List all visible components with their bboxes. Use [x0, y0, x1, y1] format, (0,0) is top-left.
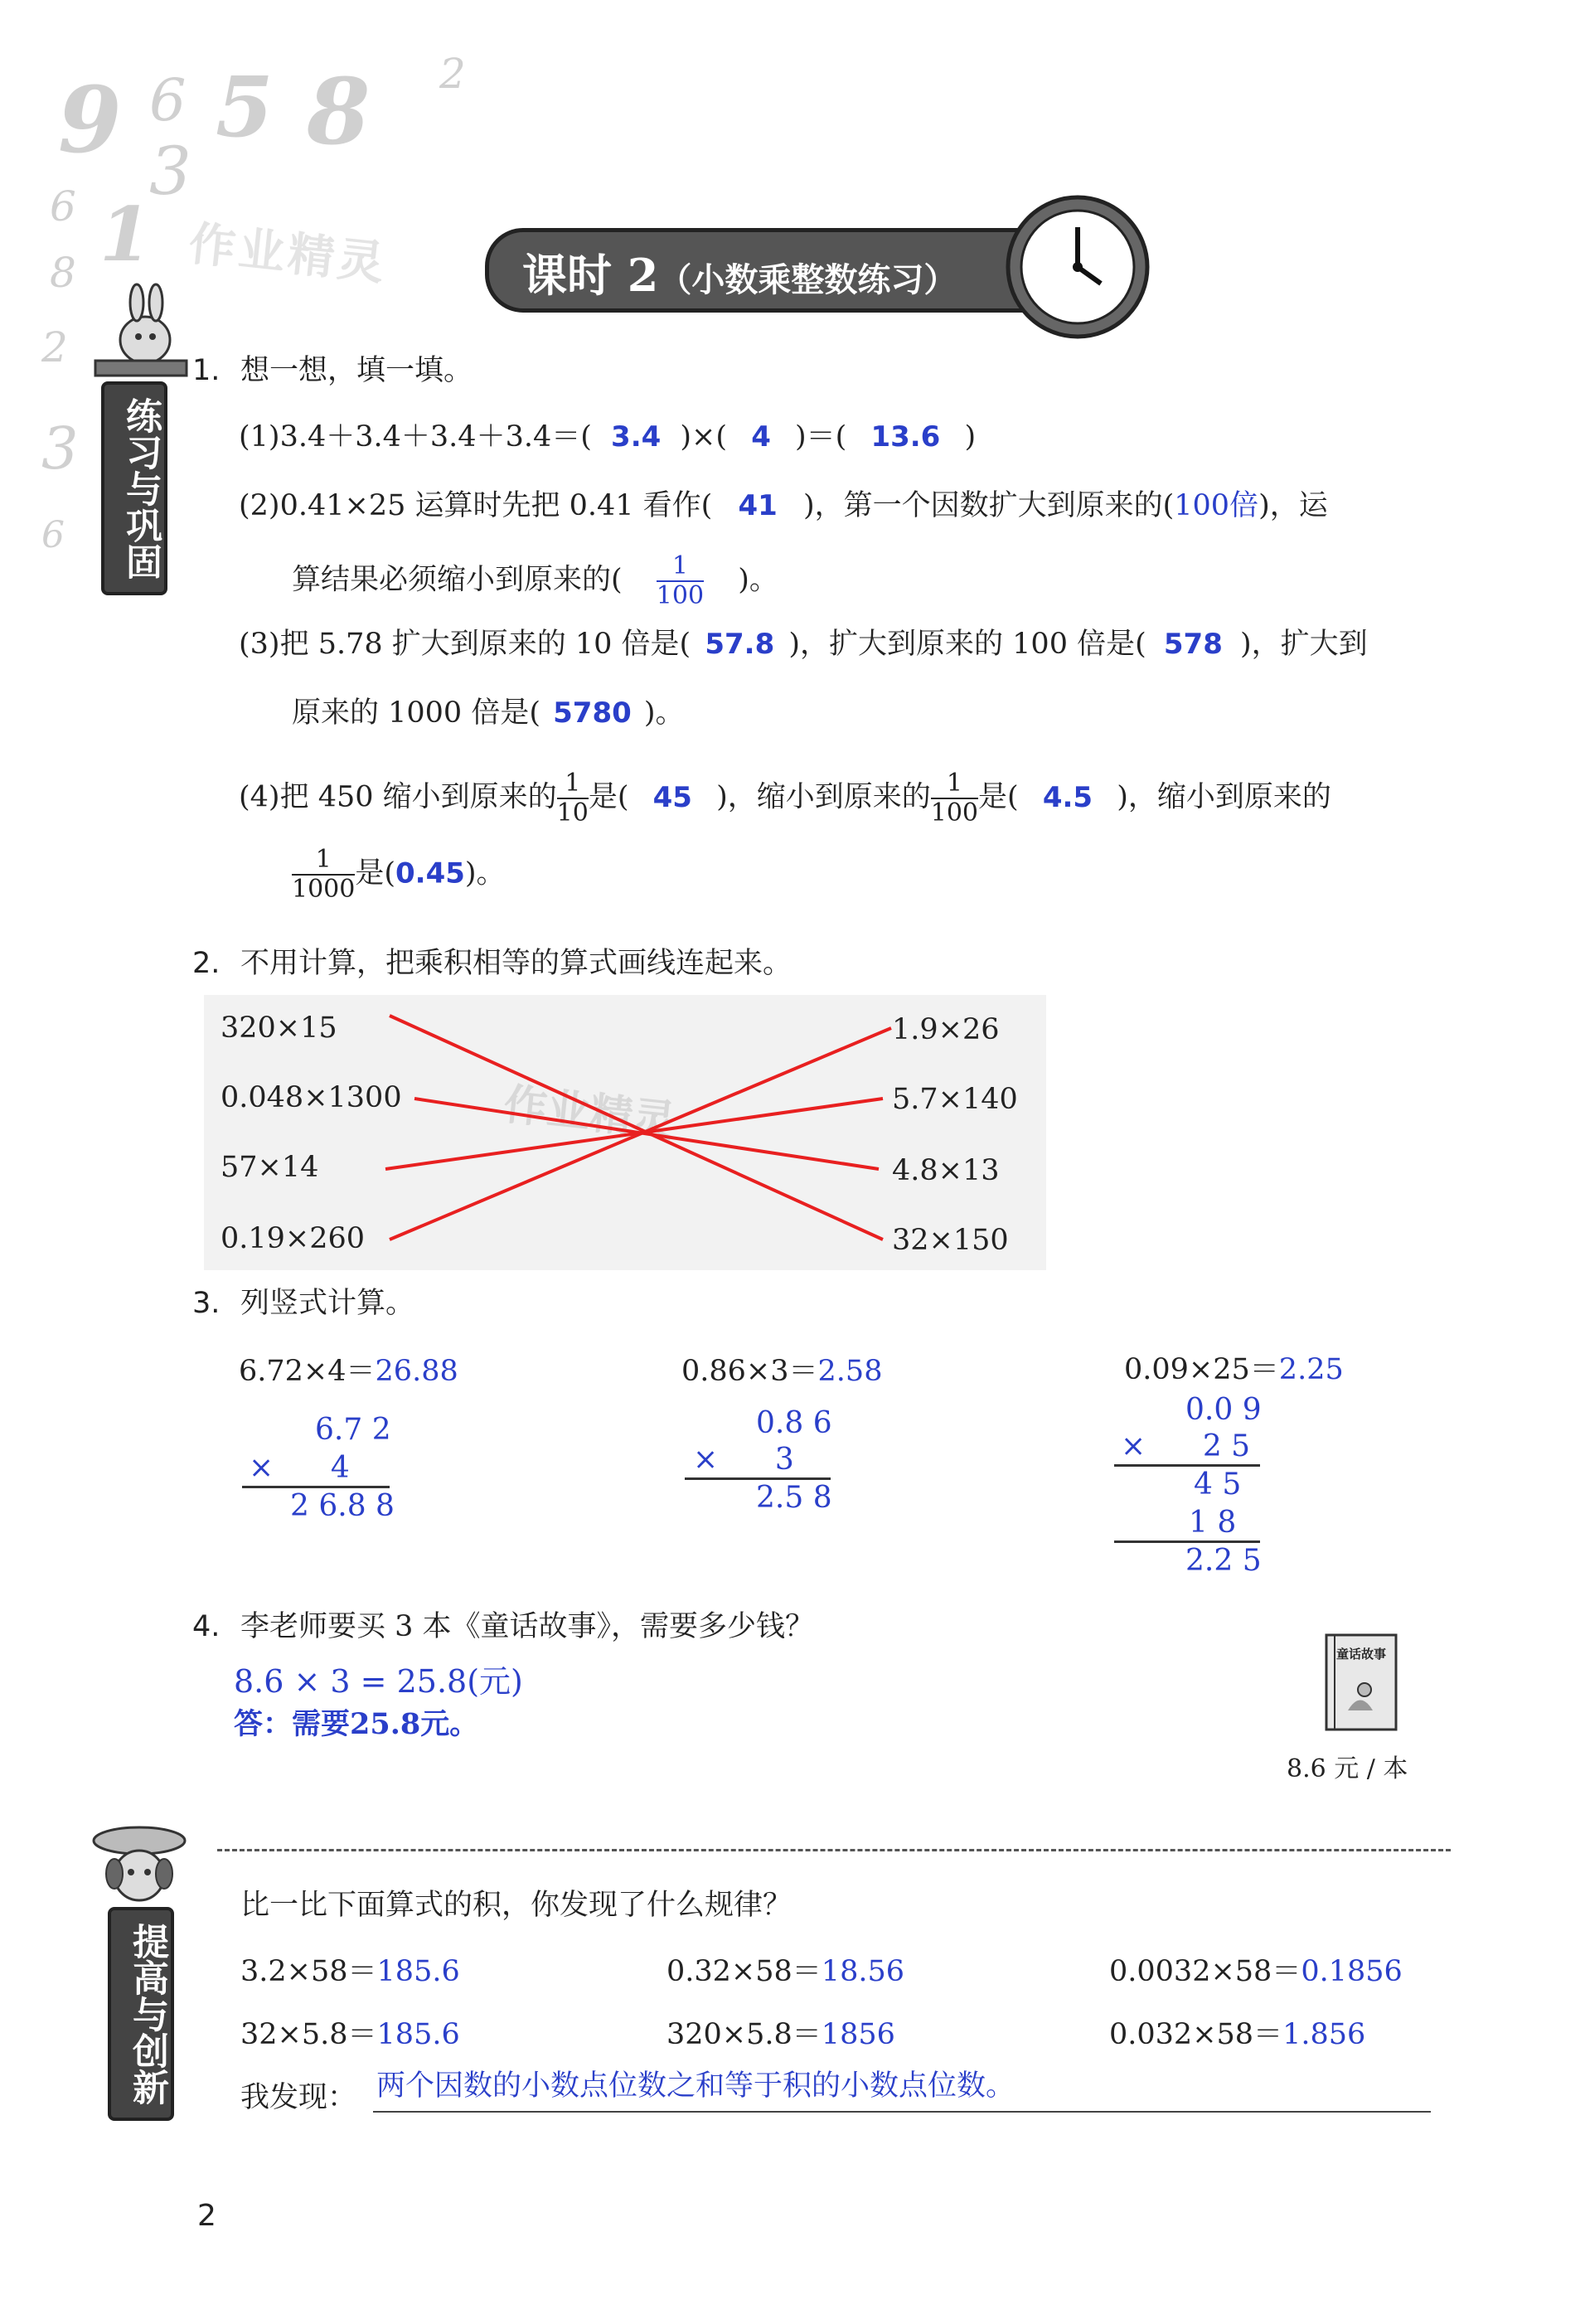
- text: 6.72×4＝: [239, 1355, 376, 1388]
- vertical-calc-line: 2.5 8: [756, 1481, 832, 1515]
- denominator: 10: [556, 798, 589, 827]
- answer: 45: [652, 780, 692, 814]
- text: )，扩大到原来的 100 倍是(: [788, 628, 1146, 661]
- answer: 4: [751, 420, 771, 454]
- text: )。: [464, 856, 506, 890]
- answer: 4.5: [1042, 780, 1093, 814]
- deco-number: 6: [50, 182, 76, 230]
- q5-item: [240, 1953, 460, 1990]
- answer: 57.8: [705, 628, 775, 661]
- deco-number: 2: [439, 50, 466, 98]
- q4-title: 李老师要买 3 本《童话故事》，需要多少钱？: [240, 1610, 815, 1643]
- text: (1)3.4＋3.4＋3.4＋3.4＝(: [239, 420, 592, 454]
- vertical-calc-line: × 3: [693, 1443, 794, 1477]
- text: 原来的 1000 倍是(: [292, 696, 540, 730]
- text: )。: [643, 696, 685, 730]
- deco-number: 2: [41, 323, 68, 371]
- answer: 41: [738, 489, 778, 522]
- q1-title: 想一想，填一填。: [240, 354, 473, 387]
- lesson-label: 课时 2: [522, 249, 659, 302]
- deco-number: 6: [149, 66, 187, 134]
- q5-item: [1109, 1953, 1403, 1990]
- text: 0.032×58＝: [1109, 2018, 1283, 2051]
- text: )，运: [1258, 489, 1328, 522]
- text: 0.0032×58＝: [1109, 1955, 1301, 1988]
- answer: 1856: [821, 2018, 895, 2051]
- answer: 26.88: [375, 1355, 458, 1388]
- q5-item: [666, 1953, 904, 1990]
- q3-title: 列竖式计算。: [240, 1287, 415, 1320]
- answer: 2.58: [817, 1355, 883, 1388]
- text: 3.2×58＝: [240, 1955, 377, 1988]
- text: 算结果必须缩小到原来的(: [292, 563, 623, 597]
- vertical-calc-line: × 2 5: [1121, 1429, 1251, 1463]
- answer: 5780: [553, 696, 632, 730]
- left-expr: 57×14: [221, 1151, 319, 1184]
- right-expr: 5.7×140: [892, 1083, 1018, 1116]
- denominator: 100: [930, 798, 979, 827]
- denominator: 1000: [292, 875, 356, 904]
- q2-number: 2.: [192, 947, 221, 980]
- answer-underline: [373, 2111, 1431, 2113]
- q4-number: 4.: [192, 1610, 221, 1643]
- text: 是(: [355, 856, 396, 890]
- text: )，缩小到原来的: [1117, 780, 1331, 814]
- text: )，第一个因数扩大到原来的(: [802, 489, 1175, 522]
- vertical-calc-line: × 4: [249, 1451, 350, 1485]
- text: 32×5.8＝: [240, 2018, 377, 2051]
- q4-formula: 8.6 × 3 = 25.8(元): [234, 1663, 523, 1700]
- side-label-practice: 练习与巩固: [101, 381, 167, 595]
- text: 0.32×58＝: [666, 1955, 822, 1988]
- q3-number: 3.: [192, 1287, 221, 1320]
- left-expr: 0.19×260: [221, 1222, 366, 1255]
- vertical-calc-line: 2.2 5: [1185, 1544, 1262, 1578]
- puppy-icon: [81, 1824, 197, 1915]
- q3-expr-2: [681, 1353, 882, 1390]
- watermark: 作业精灵: [186, 216, 390, 292]
- numerator: 1: [657, 554, 704, 582]
- text: ): [964, 420, 977, 454]
- vertical-calc-line: 6.7 2: [315, 1413, 391, 1447]
- text: 0.86×3＝: [681, 1355, 818, 1388]
- book-title: 童话故事: [1336, 1647, 1387, 1662]
- answer: 578: [1163, 628, 1223, 661]
- page-number: 2: [197, 2199, 216, 2233]
- numerator: 1: [931, 771, 978, 799]
- deco-number: 8: [50, 249, 76, 297]
- left-expr: 0.048×1300: [221, 1081, 402, 1114]
- text: 是(: [588, 780, 629, 814]
- deco-number: 6: [41, 514, 65, 556]
- deco-number: 9: [58, 66, 122, 173]
- q4-answer: 答：需要25.8元。: [234, 1707, 479, 1741]
- right-expr: 1.9×26: [892, 1013, 1000, 1046]
- deco-number: 3: [149, 133, 191, 210]
- found-answer: 两个因数的小数点位数之和等于积的小数点位数。: [376, 2069, 1015, 2103]
- text: 是(: [978, 780, 1019, 814]
- q1-number: 1.: [192, 354, 221, 387]
- text: (2)0.41×25 运算时先把 0.41 看作(: [239, 489, 713, 522]
- denominator: 100: [656, 581, 705, 610]
- answer: 185.6: [376, 2018, 460, 2051]
- q2-title: 不用计算，把乘积相等的算式画线连起来。: [240, 947, 792, 980]
- section-divider: [217, 1849, 1451, 1851]
- q5-item: [240, 2016, 460, 2053]
- vertical-calc-line: 2 6.8 8: [290, 1489, 395, 1523]
- answer: 1.856: [1282, 2018, 1366, 2051]
- q3-expr-1: [239, 1353, 458, 1390]
- answer: 2.25: [1278, 1353, 1344, 1386]
- answer: 13.6: [870, 420, 941, 454]
- q5-item: [1109, 2016, 1365, 2053]
- right-expr: 32×150: [892, 1224, 1009, 1257]
- deco-number: 1: [99, 191, 152, 279]
- q5-title: 比一比下面算式的积，你发现了什么规律？: [240, 1889, 792, 1922]
- text: )＝(: [795, 420, 847, 454]
- answer: 0.1856: [1301, 1955, 1403, 1988]
- book-price: 8.6 元 / 本: [1287, 1754, 1408, 1783]
- text: )，扩大到: [1240, 628, 1368, 661]
- answer: 100倍: [1174, 489, 1259, 522]
- numerator: 1: [557, 771, 589, 799]
- numerator: 1: [292, 847, 355, 876]
- answer: 18.56: [821, 1955, 904, 1988]
- deco-number: 8: [307, 58, 371, 165]
- text: (4)把 450 缩小到原来的: [239, 780, 557, 814]
- answer: 0.45: [395, 856, 465, 890]
- text: 320×5.8＝: [666, 2018, 822, 2051]
- found-label: 我发现：: [240, 2081, 357, 2114]
- deco-number: 3: [41, 415, 79, 483]
- vertical-calc-line: 0.0 9: [1185, 1393, 1262, 1427]
- q3-expr-3: [1124, 1351, 1344, 1388]
- vertical-calc-line: 0.8 6: [756, 1406, 832, 1440]
- watermark: 作业精灵: [501, 1080, 679, 1147]
- match-line: [390, 1016, 883, 1240]
- right-expr: 4.8×13: [892, 1154, 1000, 1187]
- lesson-subtitle: （小数乘整数练习）: [658, 260, 957, 299]
- vertical-calc-line: 1 8: [1189, 1506, 1237, 1540]
- answer: 3.4: [611, 420, 662, 454]
- vertical-calc-line: 4 5: [1194, 1468, 1242, 1502]
- text: )，缩小到原来的: [716, 780, 931, 814]
- answer: 185.6: [376, 1955, 460, 1988]
- side-label-improve: 提高与创新: [108, 1907, 174, 2121]
- text: 0.09×25＝: [1124, 1353, 1279, 1386]
- q5-item: [666, 2016, 895, 2053]
- text: (3)把 5.78 扩大到原来的 10 倍是(: [239, 628, 691, 661]
- deco-number: 5: [216, 58, 274, 156]
- left-expr: 320×15: [221, 1012, 337, 1045]
- text: )。: [738, 563, 778, 597]
- text: )×(: [680, 420, 728, 454]
